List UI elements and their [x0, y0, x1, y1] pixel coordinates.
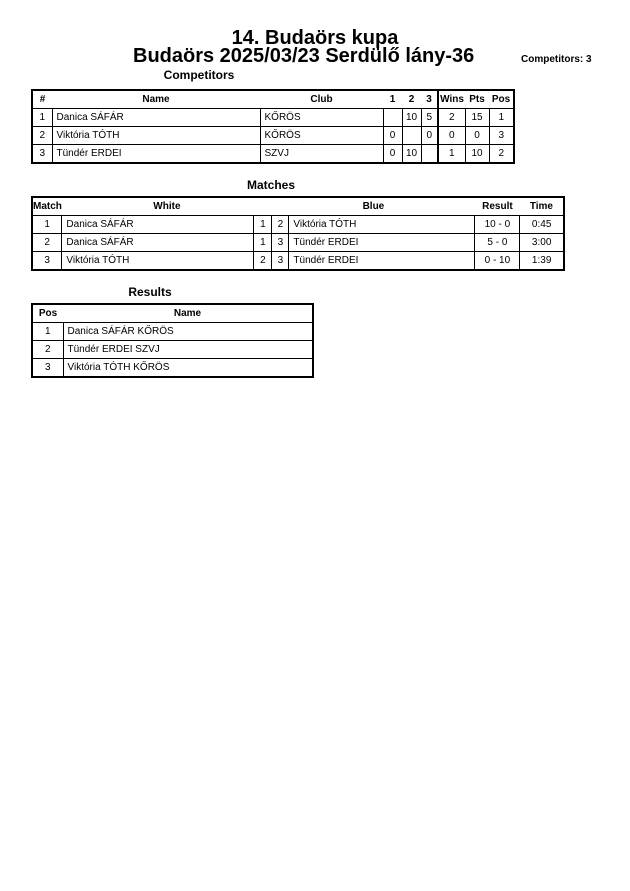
table-row — [32, 109, 514, 127]
points-cell: 0 — [465, 127, 489, 145]
column-header: White — [62, 197, 272, 216]
competitor-name: Viktória TÓTH — [52, 127, 260, 145]
competitors-table — [31, 89, 515, 164]
result-position: 2 — [32, 341, 63, 359]
white-competitor: Danica SÁFÁR — [62, 234, 254, 252]
competitor-name: Tündér ERDEI — [52, 145, 260, 164]
results-header-row — [32, 304, 313, 323]
position-cell: 1 — [489, 109, 514, 127]
competitor-club: KŐRÖS — [260, 127, 383, 145]
match-result: 5 - 0 — [475, 234, 520, 252]
white-id: 2 — [254, 252, 272, 271]
column-header: Blue — [272, 197, 475, 216]
white-competitor: Danica SÁFÁR — [62, 216, 254, 234]
results-section-title: Results — [128, 285, 172, 299]
competitors-header-row — [32, 90, 514, 109]
match-result: 0 - 10 — [475, 252, 520, 271]
position-cell: 2 — [489, 145, 514, 164]
column-header: 1 — [383, 90, 402, 109]
result-name: Tündér ERDEI SZVJ — [63, 341, 313, 359]
column-header: Wins — [438, 90, 465, 109]
competitor-number: 1 — [32, 109, 52, 127]
points-cell: 15 — [465, 109, 489, 127]
match-result: 10 - 0 — [475, 216, 520, 234]
wins-cell: 2 — [438, 109, 465, 127]
blue-competitor: Tündér ERDEI — [289, 252, 475, 271]
match-time: 3:00 — [520, 234, 564, 252]
match-time: 0:45 — [520, 216, 564, 234]
table-row — [32, 145, 514, 164]
matches-section-title: Matches — [246, 178, 296, 192]
result-position: 1 — [32, 323, 63, 341]
wins-cell: 0 — [438, 127, 465, 145]
table-row — [32, 234, 564, 252]
competitor-name: Danica SÁFÁR — [52, 109, 260, 127]
position-cell: 3 — [489, 127, 514, 145]
column-header: Pos — [32, 304, 63, 323]
match-time: 1:39 — [520, 252, 564, 271]
wins-cell: 1 — [438, 145, 465, 164]
column-header: 3 — [421, 90, 438, 109]
table-row — [32, 127, 514, 145]
blue-competitor: Tündér ERDEI — [289, 234, 475, 252]
column-header: Name — [52, 90, 260, 109]
match-number: 2 — [32, 234, 62, 252]
white-competitor: Viktória TÓTH — [62, 252, 254, 271]
competitor-number: 3 — [32, 145, 52, 164]
blue-competitor: Viktória TÓTH — [289, 216, 475, 234]
column-header: Name — [63, 304, 313, 323]
competitor-number: 2 — [32, 127, 52, 145]
blue-id: 3 — [272, 234, 289, 252]
table-row — [32, 252, 564, 271]
white-id: 1 — [254, 216, 272, 234]
score-cell: 10 — [402, 109, 421, 127]
score-cell: 5 — [421, 109, 438, 127]
points-cell: 10 — [465, 145, 489, 164]
white-id: 1 — [254, 234, 272, 252]
matches-table — [31, 196, 565, 271]
score-cell — [421, 145, 438, 164]
table-row — [32, 341, 313, 359]
column-header: Pts — [465, 90, 489, 109]
results-table — [31, 303, 314, 378]
score-cell: 0 — [383, 127, 402, 145]
score-cell: 10 — [402, 145, 421, 164]
page-title: 14. Budaörs kupa — [231, 27, 399, 49]
match-number: 1 — [32, 216, 62, 234]
score-cell: 0 — [383, 145, 402, 164]
competitor-club: KŐRÖS — [260, 109, 383, 127]
column-header: Match — [32, 197, 62, 216]
blue-id: 3 — [272, 252, 289, 271]
result-name: Danica SÁFÁR KŐRÖS — [63, 323, 313, 341]
column-header: 2 — [402, 90, 421, 109]
table-row — [32, 359, 313, 378]
blue-id: 2 — [272, 216, 289, 234]
table-row — [32, 323, 313, 341]
column-header: # — [32, 90, 52, 109]
column-header: Club — [260, 90, 383, 109]
score-cell — [402, 127, 421, 145]
score-cell — [383, 109, 402, 127]
result-position: 3 — [32, 359, 63, 378]
result-name: Viktória TÓTH KŐRÖS — [63, 359, 313, 378]
score-cell: 0 — [421, 127, 438, 145]
table-row — [32, 216, 564, 234]
page-subtitle: Budaörs 2025/03/23 Serdülő lány-36 — [133, 45, 475, 67]
competitors-section-title: Competitors — [163, 68, 235, 82]
column-header: Time — [520, 197, 564, 216]
competitor-club: SZVJ — [260, 145, 383, 164]
match-number: 3 — [32, 252, 62, 271]
matches-header-row — [32, 197, 564, 216]
column-header: Pos — [489, 90, 514, 109]
column-header: Result — [475, 197, 520, 216]
competitors-count: Competitors: 3 — [521, 54, 592, 65]
